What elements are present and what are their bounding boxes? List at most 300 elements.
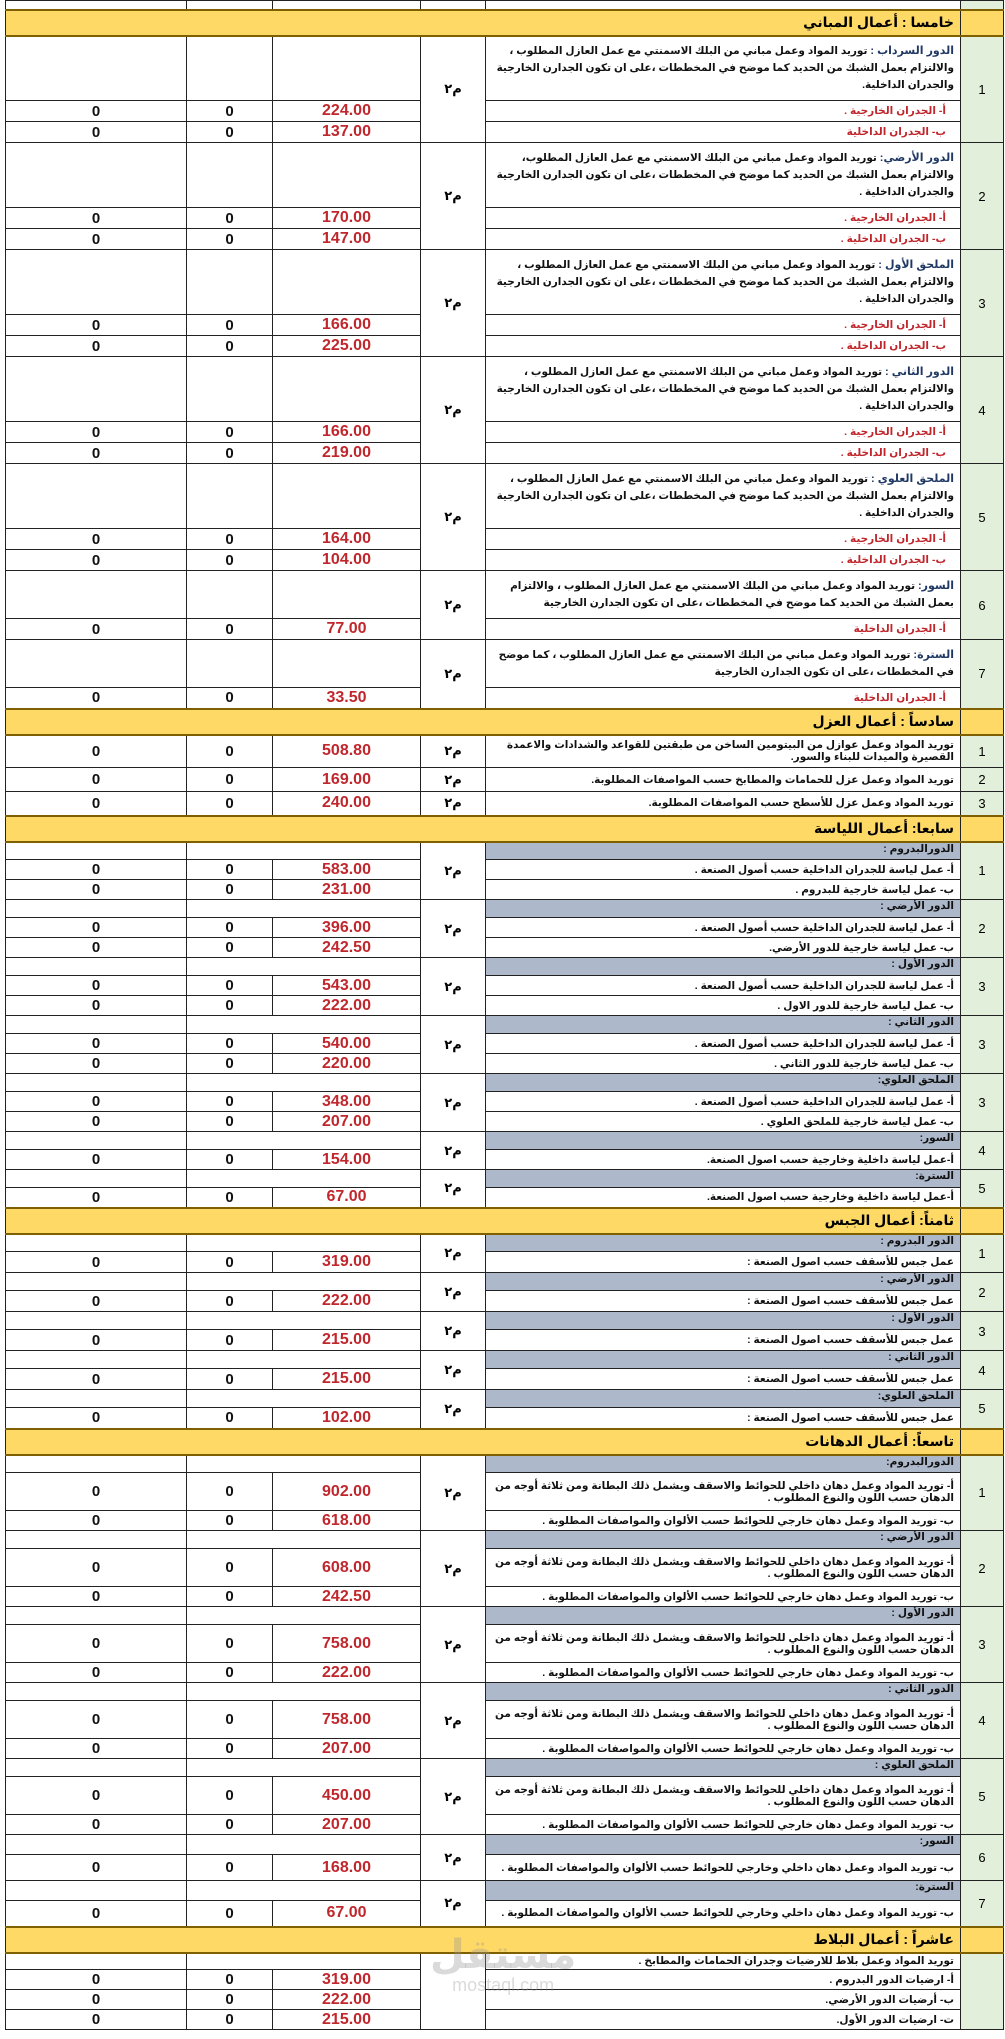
quantity-cell[interactable]: 168.00 [273, 1855, 421, 1881]
sub-item-row [6, 976, 1004, 996]
sub-item-row [6, 1034, 1004, 1054]
total-cell[interactable]: 0 [6, 443, 187, 464]
total-cell[interactable]: 0 [6, 1739, 187, 1759]
quantity-cell[interactable]: 758.00 [273, 1625, 421, 1663]
watermark-latin: mostaql.com [452, 1975, 555, 1995]
section-header [6, 1927, 1004, 1953]
section-title: عاشراً : أعمال البلاط [6, 1927, 961, 1953]
quantity-cell[interactable]: 169.00 [273, 768, 421, 792]
total-cell[interactable]: 0 [6, 1369, 187, 1390]
rate-cell[interactable]: 0 [187, 529, 273, 550]
rate-cell[interactable]: 0 [187, 208, 273, 229]
sub-item-label: أ- الجدران الخارجية . [486, 101, 961, 122]
sub-item-label: ب- الجدران الداخلية . [486, 443, 961, 464]
sub-item-label: أ- توريد المواد وعمل دهان داخلي للحوائط والاسقف ويشمل ذلك البطانة ومن ثلاثة أوجه من الدهان حسب اللون والنوع المطلوب . [486, 1473, 961, 1511]
total-cell-empty [6, 143, 187, 208]
sub-item-label: أ- عمل لياسة للجدران الداخلية حسب أصول الصنعة . [486, 1034, 961, 1054]
sub-item-row [6, 860, 1004, 880]
total-cell[interactable]: 0 [6, 1625, 187, 1663]
total-cell-empty [6, 1881, 187, 1901]
rate-cell[interactable]: 0 [187, 229, 273, 250]
section-title: تاسعاً: أعمال الدهانات [6, 1429, 961, 1455]
total-cell[interactable]: 0 [6, 1252, 187, 1273]
item-description: توريد المواد وعمل عوازل من البيتومين الساخن من طبقتين للقواعد والشدادات والاعمدة القصيرة والميدات للبناء والسور. [486, 735, 961, 768]
rate-cell[interactable]: 0 [187, 1034, 273, 1054]
total-cell[interactable]: 0 [6, 101, 187, 122]
rate-cell[interactable]: 0 [187, 860, 273, 880]
sub-item-row [6, 443, 1004, 464]
quantity-cell[interactable]: 67.00 [273, 1188, 421, 1208]
item-number: 6 [961, 1835, 1004, 1881]
rate-cell[interactable]: 0 [187, 1901, 273, 1927]
total-cell[interactable]: 0 [6, 1034, 187, 1054]
sub-item-label: ب- توريد المواد وعمل دهان داخلي وخارجي للحوائط حسب الألوان والمواصفات المطلوبة . [486, 1901, 961, 1927]
floor-heading: السور: [486, 1132, 961, 1150]
total-cell-empty [6, 640, 187, 688]
total-cell-empty [6, 464, 187, 529]
rate-cell[interactable]: 0 [187, 1970, 273, 1990]
quantity-cell[interactable]: 396.00 [273, 918, 421, 938]
total-cell[interactable]: 0 [6, 208, 187, 229]
total-cell[interactable]: 0 [6, 1054, 187, 1074]
rate-cell[interactable]: 0 [187, 619, 273, 640]
item-text: توريد المواد وعمل مباني من البلك الاسمنتي مع عمل العازل المطلوب ، والالتزام بعمل الشبك من الحديد كما موضح في المخططات ،على ان تكون الجدارن الخارجية [510, 579, 954, 609]
section-title: ثامناً: أعمال الجبس [6, 1208, 961, 1234]
total-cell[interactable]: 0 [6, 336, 187, 357]
rate-cell[interactable]: 0 [187, 1739, 273, 1759]
quantity-cell[interactable]: 231.00 [273, 880, 421, 900]
sub-item-label: أ- الجدران الخارجية . [486, 315, 961, 336]
sub-item-row [6, 918, 1004, 938]
item-description [486, 571, 961, 619]
quantity-cell[interactable]: 242.50 [273, 938, 421, 958]
quantity-cell[interactable]: 902.00 [273, 1473, 421, 1511]
item-description: توريد المواد وعمل عزل للأسطح حسب المواصفات المطلوبة. [486, 792, 961, 816]
rate-cell[interactable]: 0 [187, 1092, 273, 1112]
item-floor-label: الملحق الأول : [878, 258, 954, 271]
item-number: 1 [961, 36, 1004, 143]
total-cell[interactable]: 0 [6, 792, 187, 816]
floor-heading: الدور الأول : [486, 1312, 961, 1330]
quantity-cell[interactable]: 207.00 [273, 1739, 421, 1759]
rate-cell[interactable]: 0 [187, 336, 273, 357]
quantity-cell[interactable]: 618.00 [273, 1511, 421, 1531]
total-cell[interactable]: 0 [6, 550, 187, 571]
item-number: 2 [961, 143, 1004, 250]
section-title: سادساً : أعمال العزل [6, 709, 961, 735]
item-number: 3 [961, 1607, 1004, 1683]
rate-quantity-cell-empty [187, 1953, 421, 1970]
quantity-cell[interactable]: 222.00 [273, 1990, 421, 2010]
rate-cell[interactable]: 0 [187, 315, 273, 336]
quantity-cell[interactable]: 225.00 [273, 336, 421, 357]
quantity-cell[interactable]: 543.00 [273, 976, 421, 996]
rate-cell[interactable]: 0 [187, 792, 273, 816]
sub-item-row [6, 1112, 1004, 1132]
item-number: 2 [961, 1273, 1004, 1312]
quantity-cell[interactable]: 33.50 [273, 688, 421, 709]
sub-item-row [6, 1625, 1004, 1663]
total-cell[interactable]: 0 [6, 1990, 187, 2010]
floor-heading-row [6, 1132, 1004, 1150]
floor-heading-row [6, 1881, 1004, 1901]
item-number: 5 [961, 1759, 1004, 1835]
total-cell[interactable]: 0 [6, 315, 187, 336]
quantity-cell[interactable]: 102.00 [273, 1408, 421, 1429]
rate-cell[interactable]: 0 [187, 1330, 273, 1351]
quantity-cell-empty [273, 143, 421, 208]
sub-item-row [6, 1815, 1004, 1835]
quantity-cell[interactable]: 240.00 [273, 792, 421, 816]
total-cell[interactable]: 0 [6, 918, 187, 938]
unit-cell: م٢ [421, 768, 486, 792]
quantity-cell[interactable]: 219.00 [273, 443, 421, 464]
item-number: 1 [961, 735, 1004, 768]
rate-cell[interactable]: 0 [187, 688, 273, 709]
rate-cell[interactable]: 0 [187, 996, 273, 1016]
sub-item-row [6, 1188, 1004, 1208]
item-floor-label: الملحق العلوي : [871, 472, 954, 485]
total-cell[interactable]: 0 [6, 1901, 187, 1927]
quantity-cell[interactable]: 215.00 [273, 2010, 421, 2030]
floor-heading-row [6, 1016, 1004, 1034]
quantity-cell[interactable]: 508.80 [273, 735, 421, 768]
floor-heading-row [6, 1390, 1004, 1408]
sub-item-row [6, 1587, 1004, 1607]
sub-item-row [6, 1291, 1004, 1312]
floor-heading: الدور الثاني : [486, 1016, 961, 1034]
rate-cell-empty [187, 357, 273, 422]
floor-heading: الدور الأرضي : [486, 900, 961, 918]
unit-cell: م٢ [421, 640, 486, 709]
sub-item-label: أ- عمل لياسة للجدران الداخلية حسب أصول الصنعة . [486, 918, 961, 938]
quantity-cell[interactable]: 154.00 [273, 1150, 421, 1170]
rate-cell[interactable]: 0 [187, 1408, 273, 1429]
quantity-cell[interactable]: 348.00 [273, 1092, 421, 1112]
section-number-cell [961, 1429, 1004, 1455]
sub-item-label: أ- الجدران الخارجية . [486, 422, 961, 443]
total-cell[interactable]: 0 [6, 1549, 187, 1587]
total-cell[interactable]: 0 [6, 880, 187, 900]
total-cell[interactable]: 0 [6, 996, 187, 1016]
sub-item-label: ب- عمل لياسة خارجية للدور الأرضي. [486, 938, 961, 958]
sub-item-row [6, 1369, 1004, 1390]
rate-cell[interactable]: 0 [187, 443, 273, 464]
unit-cell: م٢ [421, 735, 486, 768]
total-cell[interactable]: 0 [6, 1188, 187, 1208]
item-description-row [6, 250, 1004, 315]
total-cell[interactable]: 0 [6, 529, 187, 550]
quantity-cell[interactable]: 608.00 [273, 1549, 421, 1587]
unit-cell: م٢ [421, 571, 486, 640]
total-cell[interactable]: 0 [6, 1855, 187, 1881]
total-cell[interactable]: 0 [6, 229, 187, 250]
rate-cell[interactable]: 0 [187, 1990, 273, 2010]
sub-item-row [6, 1511, 1004, 1531]
rate-cell[interactable]: 0 [187, 1112, 273, 1132]
sub-item-row [6, 1739, 1004, 1759]
item-text: توريد المواد وعمل مباني من البلك الاسمنتي مع عمل العازل المطلوب، والالتزام بعمل الشبك من الحديد كما موضح في المخططات ،على ان تكون الجدارن الخارجية والجدران الداخلية . [496, 151, 954, 198]
quantity-cell[interactable]: 222.00 [273, 1663, 421, 1683]
rate-cell[interactable]: 0 [187, 735, 273, 768]
quantity-cell[interactable]: 220.00 [273, 1054, 421, 1074]
rate-cell[interactable]: 0 [187, 122, 273, 143]
rate-cell[interactable]: 0 [187, 1815, 273, 1835]
item-number: 7 [961, 1881, 1004, 1927]
total-cell[interactable]: 0 [6, 2010, 187, 2030]
total-cell[interactable]: 0 [6, 688, 187, 709]
rate-cell[interactable]: 0 [187, 1855, 273, 1881]
total-cell[interactable]: 0 [6, 1473, 187, 1511]
unit-cell: م٢ [421, 250, 486, 357]
unit-cell: م٢ [421, 1531, 486, 1607]
quantity-cell[interactable]: 758.00 [273, 1701, 421, 1739]
quantity-cell-empty [273, 640, 421, 688]
total-cell[interactable]: 0 [6, 1291, 187, 1312]
total-cell[interactable]: 0 [6, 976, 187, 996]
rate-cell[interactable]: 0 [187, 880, 273, 900]
sub-item-row [6, 1252, 1004, 1273]
unit-cell: م٢ [421, 842, 486, 900]
item-description [486, 357, 961, 422]
floor-heading-row [6, 1759, 1004, 1777]
rate-cell[interactable]: 0 [187, 918, 273, 938]
sub-item-label: أ-عمل لياسة داخلية وخارجية حسب اصول الصنعة. [486, 1188, 961, 1208]
quantity-cell[interactable]: 224.00 [273, 101, 421, 122]
item-row [6, 768, 1004, 792]
sub-item-label: ب- الجدران الداخلية . [486, 550, 961, 571]
floor-heading: الدورالبدروم: [486, 1455, 961, 1473]
unit-cell: م٢ [421, 1273, 486, 1312]
rate-cell[interactable]: 0 [187, 1473, 273, 1511]
section-number-cell [961, 709, 1004, 735]
unit-cell: م٢ [421, 1835, 486, 1881]
rate-cell[interactable]: 0 [187, 1777, 273, 1815]
rate-cell[interactable]: 0 [187, 1054, 273, 1074]
rate-cell[interactable]: 0 [187, 1150, 273, 1170]
total-cell[interactable]: 0 [6, 735, 187, 768]
rate-cell[interactable]: 0 [187, 938, 273, 958]
sub-item-label: ب- عمل لياسة خارجية للدور الاول . [486, 996, 961, 1016]
rate-cell[interactable]: 0 [187, 1252, 273, 1273]
unit-cell: م٢ [421, 1759, 486, 1835]
sub-item-label: ب- توريد المواد وعمل دهان خارجي للحوائط حسب الألوان والمواصفات المطلوبة . [486, 1663, 961, 1683]
sub-item-row [6, 1701, 1004, 1739]
unit-cell: م٢ [421, 464, 486, 571]
unit-cell: م٢ [421, 792, 486, 816]
total-cell-empty [6, 36, 187, 101]
quantity-cell[interactable]: 164.00 [273, 529, 421, 550]
item-floor-label: السور: [918, 579, 954, 592]
item-text: توريد المواد وعمل مباني من البلك الاسمنتي مع عمل العازل المطلوب ، والالتزام بعمل الشبك من الحديد كما موضح في المخططات ،على ان تكون الجدارن الخارجية والجدران الداخلية . [496, 365, 954, 412]
floor-heading-row [6, 1531, 1004, 1549]
quantity-cell[interactable]: 222.00 [273, 996, 421, 1016]
sub-item-label: أ- عمل لياسة للجدران الداخلية حسب أصول الصنعة . [486, 1092, 961, 1112]
rate-cell[interactable]: 0 [187, 976, 273, 996]
total-cell-empty [6, 1683, 187, 1701]
sub-item-row [6, 1990, 1004, 2010]
total-cell[interactable]: 0 [6, 619, 187, 640]
rate-cell[interactable]: 0 [187, 422, 273, 443]
unit-cell: م٢ [421, 1170, 486, 1208]
rate-cell[interactable]: 0 [187, 768, 273, 792]
section-header [6, 1208, 1004, 1234]
total-cell[interactable]: 0 [6, 1815, 187, 1835]
quantity-cell[interactable]: 540.00 [273, 1034, 421, 1054]
total-cell[interactable]: 0 [6, 860, 187, 880]
item-text: توريد المواد وعمل مباني من البلك الاسمنتي مع عمل العازل المطلوب ، كما موضح في المخططات ،على ان تكون الجدارن الخارجية [498, 648, 954, 678]
quantity-cell[interactable]: 222.00 [273, 1291, 421, 1312]
total-cell-empty [6, 1074, 187, 1092]
rate-quantity-cell-empty [187, 1273, 421, 1291]
quantity-cell[interactable]: 215.00 [273, 1369, 421, 1390]
unit-cell: م٢ [421, 1683, 486, 1759]
item-number: 4 [961, 1351, 1004, 1390]
rate-cell[interactable]: 0 [187, 1369, 273, 1390]
total-cell[interactable]: 0 [6, 1330, 187, 1351]
unit-cell: م٢ [421, 1390, 486, 1429]
unit-cell-empty [421, 1, 486, 10]
rate-cell[interactable]: 0 [187, 1625, 273, 1663]
sub-item-row [6, 336, 1004, 357]
total-cell[interactable]: 0 [6, 1150, 187, 1170]
sub-item-label: ب- أرضيات الدور الأرضي. [486, 1990, 961, 2010]
quantity-cell[interactable]: 207.00 [273, 1112, 421, 1132]
floor-heading-row [6, 1234, 1004, 1252]
quantity-cell[interactable]: 583.00 [273, 860, 421, 880]
section-header [6, 10, 1004, 36]
total-cell-empty [6, 1390, 187, 1408]
total-cell[interactable]: 0 [6, 1112, 187, 1132]
section-header [6, 816, 1004, 842]
item-description [486, 250, 961, 315]
total-cell[interactable]: 0 [6, 1092, 187, 1112]
quantity-cell[interactable]: 137.00 [273, 122, 421, 143]
sub-item-row [6, 1408, 1004, 1429]
total-cell[interactable]: 0 [6, 1663, 187, 1683]
sub-item-row [6, 1054, 1004, 1074]
total-cell-empty [6, 571, 187, 619]
sub-item-row [6, 1663, 1004, 1683]
sub-item-label: أ- الجدران الداخلية [486, 688, 961, 709]
floor-heading: السترة: [486, 1170, 961, 1188]
total-cell-empty [6, 1016, 187, 1034]
unit-cell: م٢ [421, 1312, 486, 1351]
total-cell[interactable]: 0 [6, 422, 187, 443]
rate-cell[interactable]: 0 [187, 1291, 273, 1312]
rate-cell-empty [187, 250, 273, 315]
item-number: 7 [961, 640, 1004, 709]
sub-item-label: ب- عمل لياسة خارجية للبدروم . [486, 880, 961, 900]
total-cell-empty [6, 1351, 187, 1369]
item-description-row [6, 143, 1004, 208]
quantity-cell[interactable]: 319.00 [273, 1970, 421, 1990]
sub-item-label: أ- توريد المواد وعمل دهان داخلي للحوائط والاسقف ويشمل ذلك البطانة ومن ثلاثة أوجه من الدهان حسب اللون والنوع المطلوب . [486, 1549, 961, 1587]
sub-item-row [6, 422, 1004, 443]
item-floor-label: الدور الأرضي: [879, 151, 954, 164]
total-cell[interactable]: 0 [6, 122, 187, 143]
item-number: 1 [961, 1455, 1004, 1531]
total-cell[interactable]: 0 [6, 1701, 187, 1739]
total-cell[interactable]: 0 [6, 1587, 187, 1607]
quantity-cell[interactable]: 207.00 [273, 1815, 421, 1835]
quantity-cell[interactable]: 67.00 [273, 1901, 421, 1927]
floor-heading: الملحق العلوي: [486, 1074, 961, 1092]
floor-heading-row [6, 1273, 1004, 1291]
quantity-cell[interactable]: 450.00 [273, 1777, 421, 1815]
rate-cell[interactable]: 0 [187, 2010, 273, 2030]
total-cell[interactable]: 0 [6, 1511, 187, 1531]
rate-cell[interactable]: 0 [187, 1663, 273, 1683]
floor-heading: الدور البدروم : [486, 1234, 961, 1252]
rate-quantity-cell-empty [187, 1390, 421, 1408]
sub-item-label: أ- الجدران الخارجية . [486, 208, 961, 229]
quantity-cell[interactable]: 147.00 [273, 229, 421, 250]
total-cell[interactable]: 0 [6, 1408, 187, 1429]
sub-item-row [6, 996, 1004, 1016]
quantity-cell[interactable]: 319.00 [273, 1252, 421, 1273]
section-number-cell [961, 10, 1004, 36]
quantity-cell[interactable]: 166.00 [273, 315, 421, 336]
floor-heading: السور: [486, 1835, 961, 1855]
rate-cell[interactable]: 0 [187, 1549, 273, 1587]
rate-quantity-cell-empty [187, 1234, 421, 1252]
total-cell[interactable]: 0 [6, 938, 187, 958]
total-cell[interactable]: 0 [6, 768, 187, 792]
rate-cell[interactable]: 0 [187, 1188, 273, 1208]
sub-item-row [6, 1901, 1004, 1927]
rate-quantity-cell-empty [187, 1455, 421, 1473]
rate-cell[interactable]: 0 [187, 1701, 273, 1739]
quantity-cell-empty [273, 250, 421, 315]
sub-item-row [6, 880, 1004, 900]
sub-item-label: أ- الجدران الخارجية . [486, 529, 961, 550]
rate-cell[interactable]: 0 [187, 101, 273, 122]
quantity-cell[interactable]: 104.00 [273, 550, 421, 571]
sub-item-label: أ- الجدران الداخلية [486, 619, 961, 640]
item-number: 5 [961, 1170, 1004, 1208]
quantity-cell[interactable]: 215.00 [273, 1330, 421, 1351]
quantity-cell[interactable]: 170.00 [273, 208, 421, 229]
total-cell-empty [6, 958, 187, 976]
quantity-cell[interactable]: 166.00 [273, 422, 421, 443]
total-cell-empty [6, 900, 187, 918]
unit-cell: م٢ [421, 1234, 486, 1273]
quantity-cell[interactable]: 242.50 [273, 1587, 421, 1607]
rate-cell[interactable]: 0 [187, 1511, 273, 1531]
total-cell-empty [6, 1531, 187, 1549]
item-description-row [6, 36, 1004, 101]
section-number-cell [961, 1208, 1004, 1234]
sub-item-label: عمل جبس للأسقف حسب اصول الصنعة : [486, 1408, 961, 1429]
floor-heading: الدور الثاني : [486, 1351, 961, 1369]
rate-cell-empty [187, 1, 273, 10]
total-cell-empty [6, 1312, 187, 1330]
sub-item-label: ب- توريد المواد وعمل دهان خارجي للحوائط حسب الألوان والمواصفات المطلوبة . [486, 1815, 961, 1835]
qty-cell-empty [273, 1, 421, 10]
total-cell[interactable]: 0 [6, 1970, 187, 1990]
rate-cell[interactable]: 0 [187, 550, 273, 571]
rate-cell[interactable]: 0 [187, 1587, 273, 1607]
quantity-cell[interactable]: 77.00 [273, 619, 421, 640]
section-header [6, 709, 1004, 735]
total-cell[interactable]: 0 [6, 1777, 187, 1815]
item-number: 3 [961, 250, 1004, 357]
item-description [486, 640, 961, 688]
quantity-cell-empty [273, 464, 421, 529]
rate-quantity-cell-empty [187, 1881, 421, 1901]
item-floor-label: السترة: [913, 648, 954, 661]
